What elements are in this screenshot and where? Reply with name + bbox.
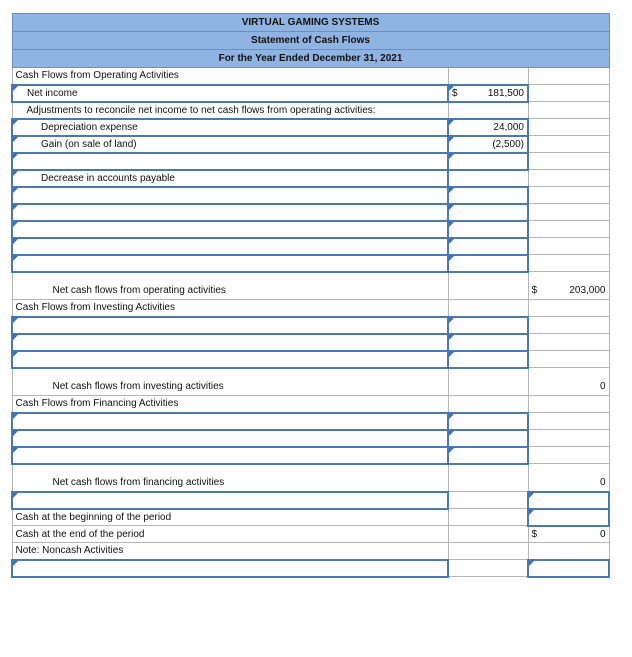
operating-total-value: 203,000 bbox=[569, 285, 606, 296]
financing-total-label: Net cash flows from financing activities bbox=[12, 464, 448, 492]
investing-label-input[interactable] bbox=[12, 317, 448, 334]
empty-cell bbox=[528, 68, 609, 85]
header-row-company bbox=[12, 14, 609, 32]
adjustment-label-input[interactable] bbox=[12, 238, 448, 255]
investing-value-input[interactable] bbox=[448, 317, 528, 334]
empty-cell bbox=[528, 136, 609, 153]
adjustment-input-row bbox=[12, 204, 609, 221]
adjustment-value-input[interactable] bbox=[448, 255, 528, 272]
empty-cell bbox=[528, 413, 609, 430]
adjustment-value-input[interactable] bbox=[448, 153, 528, 170]
net-income-value: 181,500 bbox=[487, 87, 524, 99]
adjustment-label-input[interactable] bbox=[12, 255, 448, 272]
currency-symbol: $ bbox=[452, 87, 458, 99]
adjustment-value-input[interactable] bbox=[448, 187, 528, 204]
empty-cell bbox=[448, 68, 528, 85]
operating-title: Cash Flows from Operating Activities bbox=[12, 68, 448, 85]
investing-total-value: 0 bbox=[528, 368, 609, 396]
adjustment-label-input[interactable] bbox=[12, 187, 448, 204]
noncash-label-input[interactable] bbox=[12, 560, 448, 577]
investing-input-row bbox=[12, 317, 609, 334]
financing-input-row bbox=[12, 413, 609, 430]
adjustment-input-row bbox=[12, 255, 609, 272]
empty-cell bbox=[448, 509, 528, 526]
adjustment-value-input[interactable] bbox=[448, 204, 528, 221]
operating-total-cell bbox=[528, 272, 609, 300]
empty-cell bbox=[448, 396, 528, 413]
accounts-payable-label-input[interactable]: Decrease in accounts payable bbox=[12, 170, 448, 187]
empty-cell bbox=[528, 396, 609, 413]
accounts-payable-row bbox=[12, 170, 609, 187]
noncash-value-input[interactable] bbox=[528, 560, 609, 577]
net-income-value-input[interactable] bbox=[448, 85, 528, 102]
investing-value-input[interactable] bbox=[448, 351, 528, 368]
adjustment-input-row bbox=[12, 238, 609, 255]
financing-title: Cash Flows from Financing Activities bbox=[12, 396, 448, 413]
statement-period: For the Year Ended December 31, 2021 bbox=[12, 50, 609, 68]
beginning-cash-row bbox=[12, 509, 609, 526]
beginning-cash-value-input[interactable] bbox=[528, 509, 609, 526]
empty-cell bbox=[528, 102, 609, 119]
empty-cell bbox=[448, 464, 528, 492]
financing-value-input[interactable] bbox=[448, 413, 528, 430]
financing-total-row bbox=[12, 464, 609, 492]
net-change-row bbox=[12, 492, 609, 509]
statement-table bbox=[11, 13, 610, 578]
net-income-label-input[interactable]: Net income bbox=[12, 85, 448, 102]
currency-symbol: $ bbox=[531, 285, 538, 296]
adjustments-row bbox=[12, 102, 609, 119]
depreciation-value-input[interactable]: 24,000 bbox=[448, 119, 528, 136]
noncash-note-label: Note: Noncash Activities bbox=[12, 543, 448, 560]
ending-cash-cell bbox=[528, 526, 609, 543]
empty-cell bbox=[528, 221, 609, 238]
empty-cell bbox=[528, 317, 609, 334]
investing-total-row bbox=[12, 368, 609, 396]
financing-label-input[interactable] bbox=[12, 430, 448, 447]
financing-title-row bbox=[12, 396, 609, 413]
operating-title-row bbox=[12, 68, 609, 85]
empty-cell bbox=[528, 447, 609, 464]
empty-cell bbox=[448, 560, 528, 577]
financing-value-input[interactable] bbox=[448, 447, 528, 464]
adjustment-input-row bbox=[12, 187, 609, 204]
empty-cell bbox=[528, 430, 609, 447]
adjustment-label-input[interactable] bbox=[12, 204, 448, 221]
adjustment-value-input[interactable] bbox=[448, 238, 528, 255]
empty-cell bbox=[528, 85, 609, 102]
currency-symbol: $ bbox=[531, 528, 538, 540]
operating-total-label: Net cash flows from operating activities bbox=[12, 272, 448, 300]
empty-cell bbox=[528, 300, 609, 317]
empty-cell bbox=[448, 526, 528, 543]
net-change-label-input[interactable] bbox=[12, 492, 448, 509]
empty-cell bbox=[528, 334, 609, 351]
financing-input-row bbox=[12, 447, 609, 464]
adjustments-label: Adjustments to reconcile net income to net cash flows from operating activities: bbox=[12, 102, 448, 119]
empty-cell bbox=[528, 170, 609, 187]
empty-cell bbox=[528, 238, 609, 255]
company-name: VIRTUAL GAMING SYSTEMS bbox=[12, 14, 609, 32]
financing-label-input[interactable] bbox=[12, 447, 448, 464]
gain-label-input[interactable]: Gain (on sale of land) bbox=[12, 136, 448, 153]
adjustment-label-input[interactable] bbox=[12, 153, 448, 170]
empty-cell bbox=[448, 492, 528, 509]
financing-value-input[interactable] bbox=[448, 430, 528, 447]
empty-cell bbox=[528, 255, 609, 272]
empty-cell bbox=[448, 368, 528, 396]
investing-total-label: Net cash flows from investing activities bbox=[12, 368, 448, 396]
empty-cell bbox=[528, 543, 609, 560]
gain-row bbox=[12, 136, 609, 153]
empty-cell bbox=[528, 153, 609, 170]
gain-value-input[interactable]: (2,500) bbox=[448, 136, 528, 153]
investing-value-input[interactable] bbox=[448, 334, 528, 351]
empty-cell bbox=[448, 272, 528, 300]
empty-cell bbox=[528, 119, 609, 136]
beginning-cash-label: Cash at the beginning of the period bbox=[12, 509, 448, 526]
adjustment-label-input[interactable] bbox=[12, 221, 448, 238]
noncash-note-row bbox=[12, 543, 609, 560]
ending-cash-row bbox=[12, 526, 609, 543]
statement-title: Statement of Cash Flows bbox=[12, 32, 609, 50]
investing-input-row bbox=[12, 351, 609, 368]
investing-title-row bbox=[12, 300, 609, 317]
adjustment-value-input[interactable] bbox=[448, 221, 528, 238]
adjustment-input-row bbox=[12, 153, 609, 170]
depreciation-label-input[interactable]: Depreciation expense bbox=[12, 119, 448, 136]
depreciation-row bbox=[12, 119, 609, 136]
empty-cell bbox=[448, 102, 528, 119]
net-income-row bbox=[12, 85, 609, 102]
header-row-period bbox=[12, 50, 609, 68]
adjustment-input-row bbox=[12, 221, 609, 238]
financing-total-value: 0 bbox=[528, 464, 609, 492]
financing-label-input[interactable] bbox=[12, 413, 448, 430]
header-row-statement bbox=[12, 32, 609, 50]
operating-total-row bbox=[12, 272, 609, 300]
accounts-payable-value-input[interactable] bbox=[448, 170, 528, 187]
investing-label-input[interactable] bbox=[12, 351, 448, 368]
empty-cell bbox=[528, 351, 609, 368]
net-change-value-input[interactable] bbox=[528, 492, 609, 509]
empty-cell bbox=[448, 543, 528, 560]
ending-cash-label: Cash at the end of the period bbox=[12, 526, 448, 543]
ending-cash-value: 0 bbox=[599, 528, 606, 540]
cash-flow-statement-sheet bbox=[11, 13, 608, 578]
investing-title: Cash Flows from Investing Activities bbox=[12, 300, 448, 317]
financing-input-row bbox=[12, 430, 609, 447]
investing-label-input[interactable] bbox=[12, 334, 448, 351]
empty-cell bbox=[528, 187, 609, 204]
empty-cell bbox=[448, 300, 528, 317]
investing-input-row bbox=[12, 334, 609, 351]
empty-cell bbox=[528, 204, 609, 221]
noncash-input-row bbox=[12, 560, 609, 577]
